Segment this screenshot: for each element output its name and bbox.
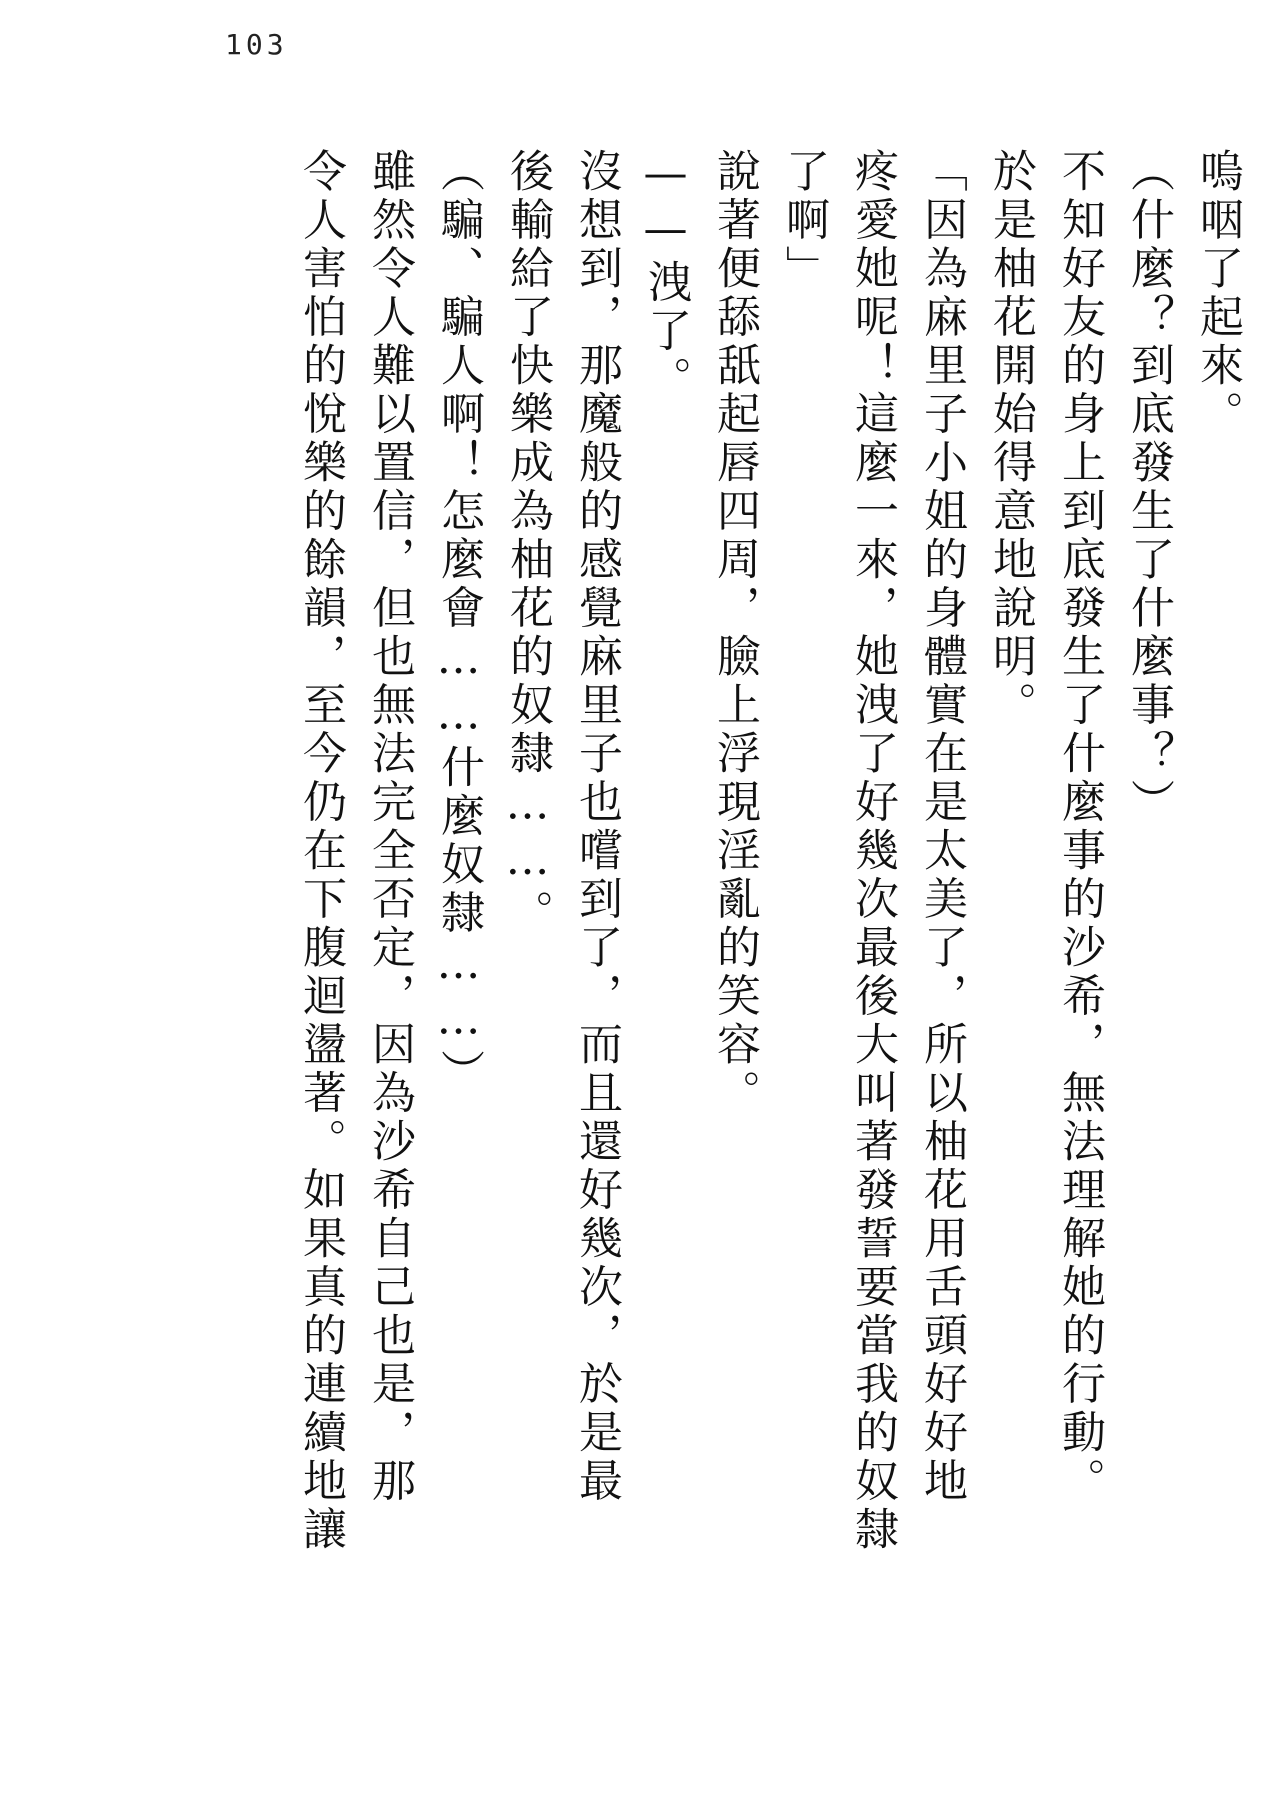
- body-text: [286, 148, 1252, 1608]
- text-column-5: 「因為麻里子小姐的身體實在是太美了，所以柚花用舌頭好好地: [916, 148, 967, 1506]
- text-column-3: 不知好友的身上到底發生了什麼事的沙希，無法理解她的行動。: [1054, 148, 1105, 1506]
- text-column-13: 雖然令人難以置信，但也無法完全否定，因為沙希自己也是，那: [364, 148, 415, 1506]
- text-column-9: ——洩了。: [640, 148, 691, 405]
- page-number: 103: [225, 28, 288, 61]
- text-column-10: 沒想到，那魔般的感覺麻里子也嚐到了，而且還好幾次，於是最: [571, 148, 622, 1506]
- text-column-4: 於是柚花開始得意地說明。: [985, 148, 1036, 730]
- text-column-6: 疼愛她呢！這麼一來，她洩了好幾次最後大叫著發誓要當我的奴隸: [847, 148, 898, 1555]
- text-column-2: （什麼？到底發生了什麼事？）: [1123, 148, 1174, 827]
- text-column-12: （騙、騙人啊！怎麼會……什麼奴隸……）: [433, 148, 484, 1098]
- text-column-14: 令人害怕的悅樂的餘韻，至今仍在下腹迴盪著。如果真的連續地讓: [295, 148, 346, 1555]
- text-column-7: 了啊」: [778, 148, 829, 294]
- text-column-1: 嗚咽了起來。: [1192, 148, 1243, 439]
- text-column-8: 說著便舔舐起唇四周，臉上浮現淫亂的笑容。: [709, 148, 760, 1118]
- text-column-11: 後輸給了快樂成為柚花的奴隸……。: [502, 148, 553, 938]
